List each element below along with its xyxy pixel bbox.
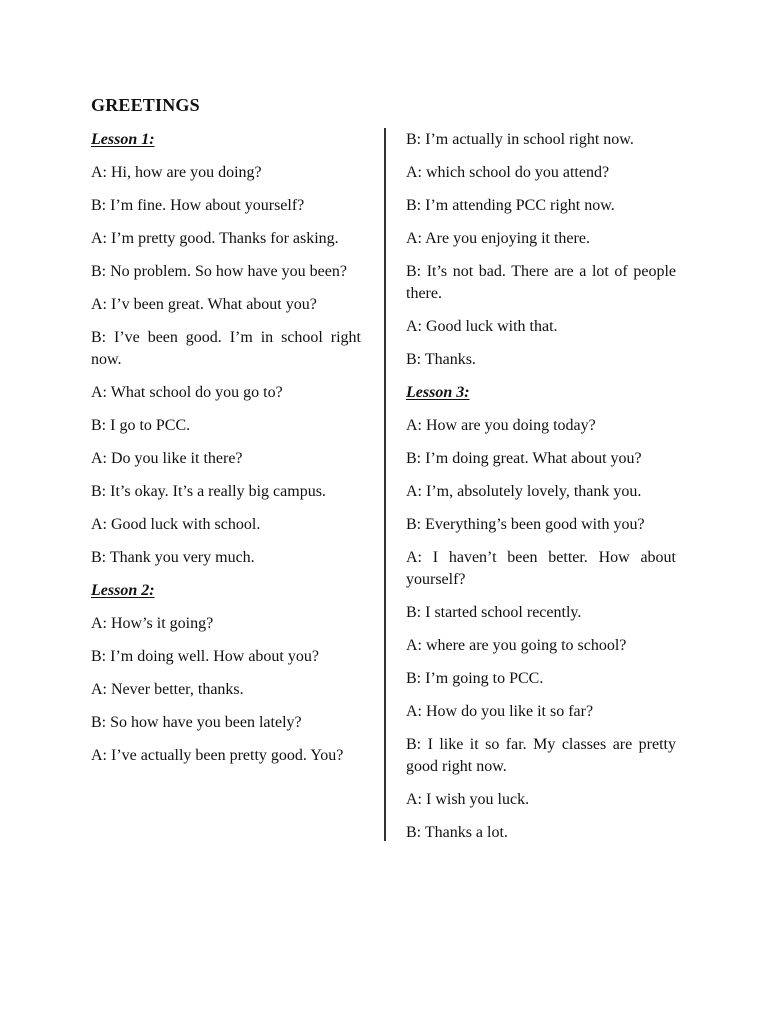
dialogue-line: A: Never better, thanks. — [91, 681, 244, 698]
dialogue-line: B: Thanks a lot. — [406, 824, 508, 841]
dialogue-line: B: I’m going to PCC. — [406, 670, 544, 687]
dialogue-line: B: It’s not bad. There are a lot of people there. — [406, 263, 676, 302]
dialogue-line: A: What school do you go to? — [91, 384, 283, 401]
dialogue-line: A: How do you like it so far? — [406, 703, 594, 720]
dialogue-line: A: Hi, how are you doing? — [91, 164, 262, 181]
dialogue-line: B: It’s okay. It’s a really big campus. — [91, 483, 326, 500]
dialogue-line: A: I haven’t been better. How about yourself? — [406, 549, 676, 588]
dialogue-line: A: I’m pretty good. Thanks for asking. — [91, 230, 339, 247]
lesson-heading: Lesson 1: — [91, 131, 155, 148]
dialogue-line: B: So how have you been lately? — [91, 714, 302, 731]
dialogue-line: A: Are you enjoying it there. — [406, 230, 590, 247]
dialogue-line: A: I’v been great. What about you? — [91, 296, 317, 313]
dialogue-line: A: Good luck with that. — [406, 318, 558, 335]
dialogue-line: A: Do you like it there? — [91, 450, 243, 467]
dialogue-line: B: Thanks. — [406, 351, 476, 368]
dialogue-line: B: I like it so far. My classes are pretty good right now. — [406, 736, 676, 775]
dialogue-line: A: I wish you luck. — [406, 791, 530, 808]
dialogue-line: B: I’m actually in school right now. — [406, 131, 634, 148]
dialogue-line: B: I go to PCC. — [91, 417, 191, 434]
dialogue-line: A: I’m, absolutely lovely, thank you. — [406, 483, 642, 500]
right-column — [406, 129, 676, 855]
dialogue-line: A: How are you doing today? — [406, 417, 596, 434]
dialogue-line: B: Everything’s been good with you? — [406, 516, 645, 533]
dialogue-line: B: Thank you very much. — [91, 549, 255, 566]
dialogue-line: B: I started school recently. — [406, 604, 582, 621]
dialogue-line: B: I’ve been good. I’m in school right now. — [91, 329, 361, 368]
dialogue-line: B: I’m fine. How about yourself? — [91, 197, 305, 214]
dialogue-line: B: I’m doing well. How about you? — [91, 648, 319, 665]
left-column — [91, 129, 361, 778]
dialogue-line: B: I’m doing great. What about you? — [406, 450, 642, 467]
document-title: GREETINGS — [91, 95, 200, 115]
dialogue-line: A: How’s it going? — [91, 615, 214, 632]
dialogue-line: A: which school do you attend? — [406, 164, 610, 181]
dialogue-line: A: I’ve actually been pretty good. You? — [91, 747, 344, 764]
dialogue-line: A: Good luck with school. — [91, 516, 261, 533]
dialogue-line: B: No problem. So how have you been? — [91, 263, 347, 280]
lesson-heading: Lesson 2: — [91, 582, 155, 599]
dialogue-line: B: I’m attending PCC right now. — [406, 197, 615, 214]
column-divider — [384, 128, 386, 841]
dialogue-line: A: where are you going to school? — [406, 637, 627, 654]
lesson-heading: Lesson 3: — [406, 384, 470, 401]
